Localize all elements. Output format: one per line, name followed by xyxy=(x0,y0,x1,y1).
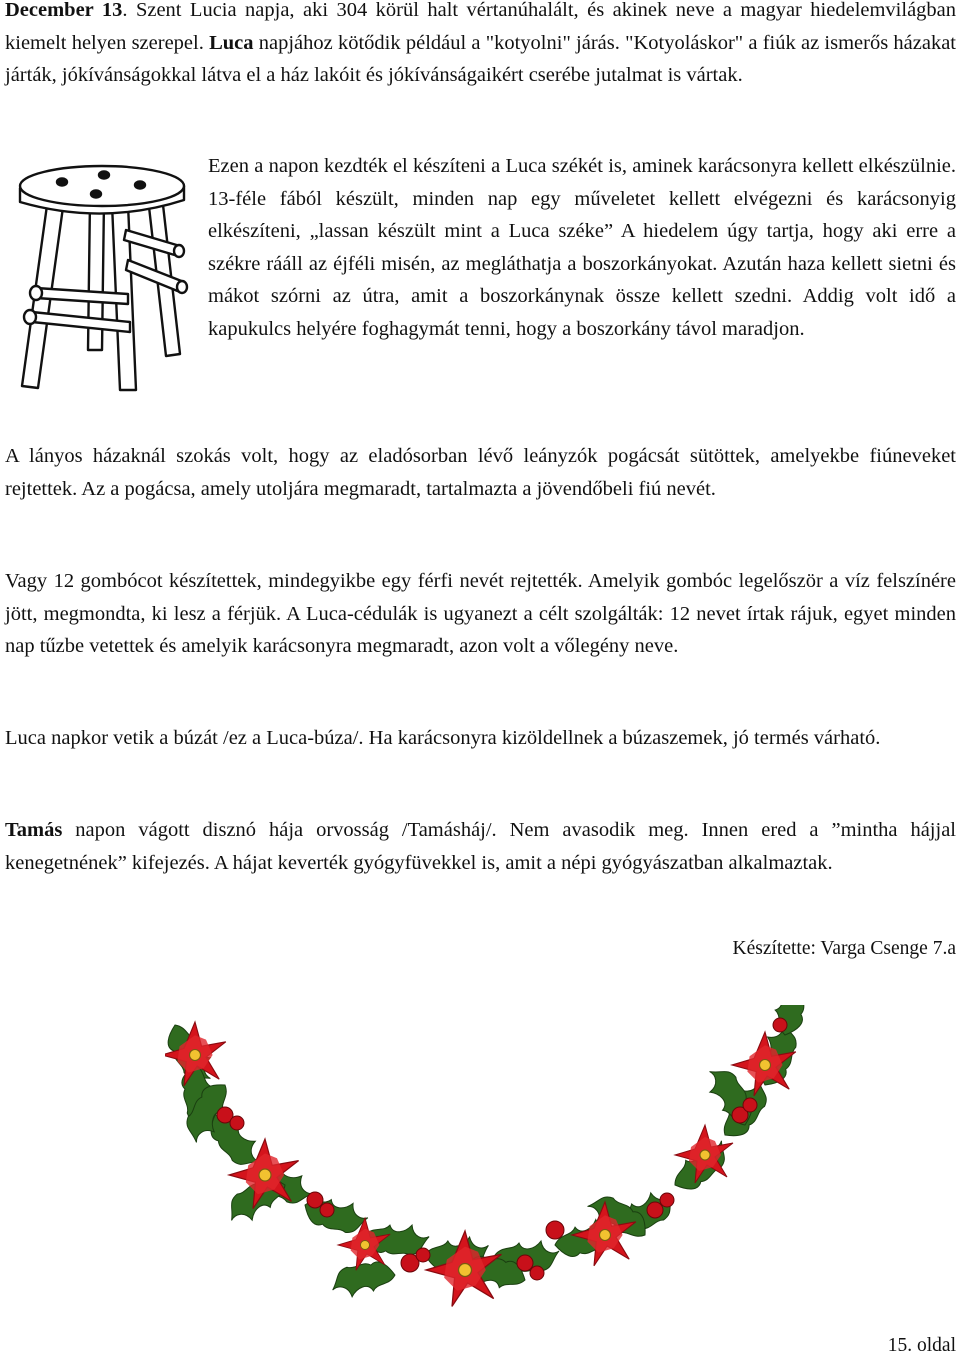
intro-text-b: napjához kötődik például a "kotyolni" járás. "Kotyoláskor" a fiúk az ismerős házakat járták, jókívánságokkal látva el a ház lakóit és jókívánságaikért cserébe jutalmat is vártak. xyxy=(5,31,957,87)
luca-chair-paragraph: Ezen a napon kezdték el készíteni a Luca székét is, aminek karácsonyra kellett elkészülnie. 13-féle fából készült, minden nap egy műveletet kellett elvégezni és karácsonyig elkészíteni, „lassan készült mint a Luca széke” A hiedelem úgy tartja, hogy aki erre a székre rááll az éjféli misén, az megláthatja a boszorkányokat. Azután haza kellett sietni és mákot szórni az útra, amit a boszorkánynak össze kellett szedni. Addig volt idő a kapukulcs helyére foghagymát tenni, hogy a boszorkány távol maradjon. xyxy=(208,155,956,340)
tamas-paragraph xyxy=(5,814,956,879)
date-heading: December 13 xyxy=(5,0,123,21)
date-punct: . xyxy=(122,0,136,21)
tamas-text: napon vágott disznó hája orvosság /Tamásháj/. Nem avasodik meg. Innen ered a ”mintha hájjal kenegetnének” kifejezés. A hájat keverték gyógyfüvekkel is, amit a népi gyógyászatban alkalmaztak. xyxy=(5,819,956,874)
tamas-bold: Tamás xyxy=(5,819,63,841)
dumplings-paragraph: Vagy 12 gombócot készítettek, mindegyikbe egy férfi nevét rejtették. Amelyik gombóc legelőször a víz felszínére jött, megmondta, ki lesz a férjük. A Luca-cédulák is ugyanezt a célt szolgálták: 12 nevet írtak rájuk, egyet minden nap tűzbe vetettek és amelyik karácsonyra megmaradt, azon volt a vőlegény neve. xyxy=(5,570,956,658)
author-credit: Készítette: Varga Csenge 7.a xyxy=(732,938,956,959)
wheat-paragraph: Luca napkor vetik a búzát /ez a Luca-búza/. Ha karácsonyra kizöldellnek a búzaszemek, jó termés várható. xyxy=(5,727,881,749)
intro-paragraph xyxy=(5,0,956,92)
girls-paragraph: A lányos házaknál szokás volt, hogy az eladósorban lévő leányzók pogácsát sütöttek, amelyekbe fiúneveket rejtettek. Az a pogácsa, amely utoljára megmaradt, tartalmazta a jövendőbeli fiú nevét. xyxy=(5,445,956,500)
stool-illustration xyxy=(8,160,198,392)
page-number: 15. oldal xyxy=(887,1335,956,1356)
luca-bold: Luca xyxy=(209,31,254,54)
intro-text-a: Szent Lucia napja, aki 304 körül halt vértanúhalált, és akinek neve a magyar hiedelemvilágban kiemelt helyen szerepel. xyxy=(5,0,957,54)
holly-garland xyxy=(165,1005,815,1325)
